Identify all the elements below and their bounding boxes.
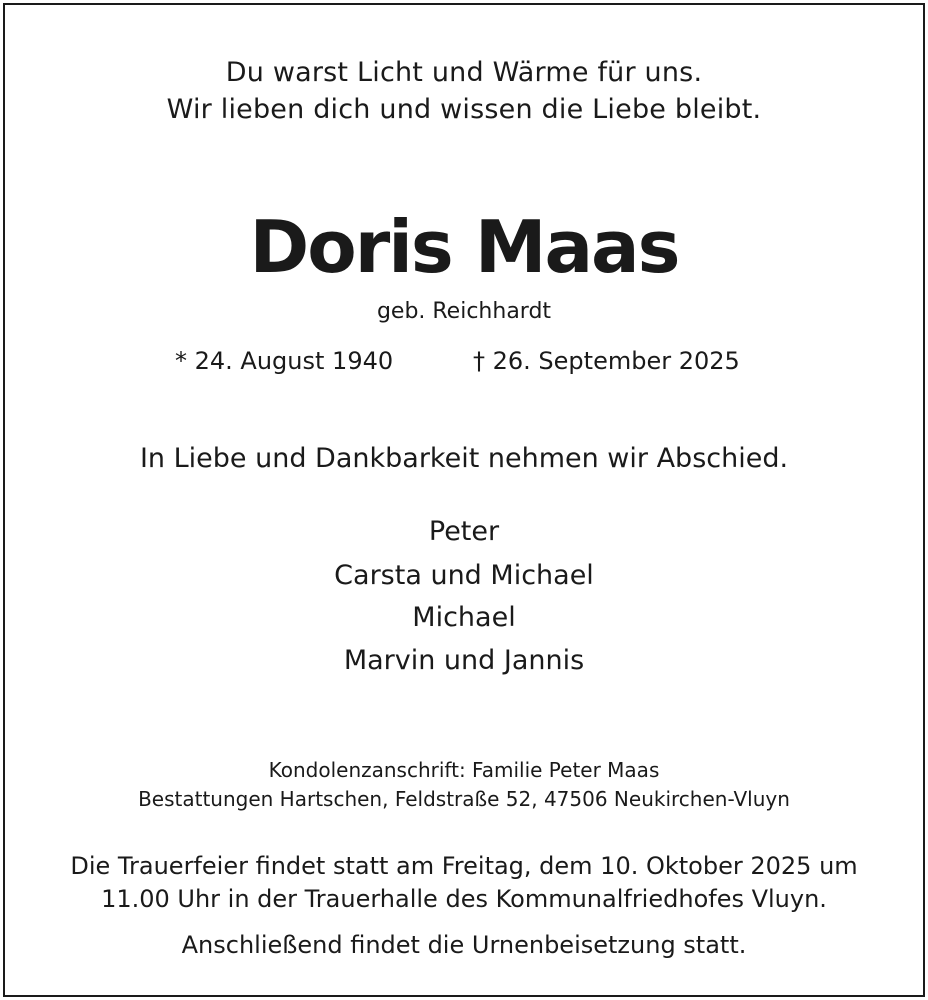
life-dates	[5, 347, 923, 379]
condolence-address-line-1: Kondolenzanschrift: Familie Peter Maas	[268, 758, 660, 782]
farewell-text: In Liebe und Dankbarkeit nehmen wir Abschied.	[139, 443, 789, 474]
condolence-address-line-2: Bestattungen Hartschen, Feldstraße 52, 47506 Neukirchen-Vluyn	[138, 787, 790, 811]
service-line-2: 11.00 Uhr in der Trauerhalle des Kommunalfriedhofes Vluyn.	[101, 885, 827, 913]
service-line-3: Anschließend findet die Urnenbeisetzung statt.	[181, 931, 747, 959]
mourner-name: Peter	[428, 516, 500, 547]
mourner-name: Marvin und Jannis	[343, 645, 585, 676]
deceased-name: Doris Maas	[249, 205, 679, 289]
maiden-name: geb. Reichhardt	[376, 299, 552, 324]
service-line-1: Die Trauerfeier findet statt am Freitag, dem 10. Oktober 2025 um	[70, 852, 858, 880]
motto-line-2: Wir lieben dich und wissen die Liebe bleibt.	[166, 94, 762, 125]
death-date: † 26. September 2025	[473, 347, 740, 375]
mourner-name: Carsta und Michael	[334, 560, 594, 591]
birth-date: * 24. August 1940	[175, 347, 394, 375]
mourner-name: Michael	[412, 602, 516, 633]
obituary-notice	[3, 3, 925, 997]
motto-line-1: Du warst Licht und Wärme für uns.	[225, 57, 703, 88]
